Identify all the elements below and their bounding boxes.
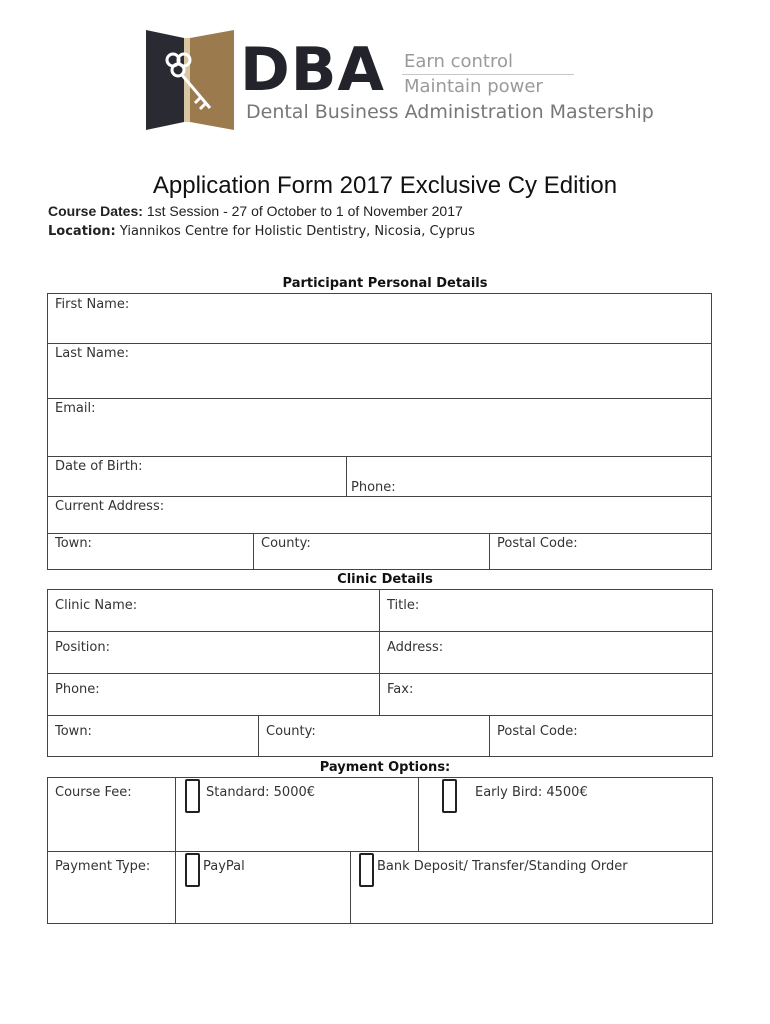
last-name-field[interactable]: Last Name:: [55, 346, 129, 361]
email-field[interactable]: Email:: [55, 401, 96, 416]
clinic-section-heading: Clinic Details: [337, 572, 433, 587]
column-divider: [346, 456, 347, 496]
row-divider: [47, 533, 712, 534]
course-fee-label: Course Fee:: [55, 785, 132, 800]
location-value: Yiannikos Centre for Holistic Dentistry, Nicosia, Cyprus: [119, 224, 475, 239]
row-divider: [47, 398, 712, 399]
town-field[interactable]: Town:: [55, 536, 92, 551]
column-divider: [258, 715, 259, 757]
personal-details-box: [47, 293, 712, 570]
logo-tagline-2: Maintain power: [404, 76, 543, 97]
bank-deposit-label: Bank Deposit/ Transfer/Standing Order: [377, 859, 628, 874]
page-title: Application Form 2017 Exclusive Cy Edition: [152, 172, 618, 199]
clinic-fax-field[interactable]: Fax:: [387, 682, 414, 697]
personal-section-heading: Participant Personal Details: [282, 276, 488, 291]
clinic-town-field[interactable]: Town:: [55, 724, 92, 739]
paypal-checkbox[interactable]: [185, 853, 200, 887]
row-divider: [47, 631, 713, 632]
logo-icon: [146, 30, 234, 130]
column-divider: [350, 851, 351, 924]
column-divider: [253, 533, 254, 570]
logo-tagline-1: Earn control: [404, 51, 514, 72]
current-address-field[interactable]: Current Address:: [55, 499, 165, 514]
row-divider: [47, 496, 712, 497]
clinic-position-field[interactable]: Position:: [55, 640, 110, 655]
location-label: Location:: [48, 224, 116, 239]
row-divider: [47, 673, 713, 674]
payment-section-heading: Payment Options:: [319, 760, 451, 775]
county-field[interactable]: County:: [261, 536, 311, 551]
row-divider: [47, 851, 713, 852]
clinic-title-field[interactable]: Title:: [387, 598, 420, 613]
clinic-address-field[interactable]: Address:: [387, 640, 444, 655]
course-dates: [48, 202, 463, 220]
bank-deposit-checkbox[interactable]: [359, 853, 374, 887]
paypal-label: PayPal: [203, 859, 245, 874]
standard-fee-label: Standard: 5000€: [206, 785, 316, 800]
date-of-birth-field[interactable]: Date of Birth:: [55, 459, 143, 474]
clinic-phone-field[interactable]: Phone:: [55, 682, 100, 697]
early-bird-checkbox[interactable]: [442, 779, 457, 813]
early-bird-label: Early Bird: 4500€: [475, 785, 588, 800]
column-divider: [418, 777, 419, 851]
first-name-field[interactable]: First Name:: [55, 297, 130, 312]
logo-subtitle: Dental Business Administration Mastership: [246, 101, 654, 123]
location: [48, 223, 475, 241]
column-divider: [489, 715, 490, 757]
logo-wordmark: DBA: [240, 35, 385, 105]
column-divider: [379, 589, 380, 715]
column-divider: [175, 777, 176, 924]
standard-fee-checkbox[interactable]: [185, 779, 200, 813]
course-dates-label: Course Dates:: [48, 203, 143, 219]
phone-field[interactable]: Phone:: [351, 480, 396, 495]
clinic-county-field[interactable]: County:: [266, 724, 316, 739]
column-divider: [489, 533, 490, 570]
row-divider: [47, 456, 712, 457]
row-divider: [47, 715, 713, 716]
postal-code-field[interactable]: Postal Code:: [497, 536, 578, 551]
logo-tagline-divider: [402, 74, 574, 75]
row-divider: [47, 343, 712, 344]
clinic-postal-code-field[interactable]: Postal Code:: [497, 724, 578, 739]
clinic-name-field[interactable]: Clinic Name:: [55, 598, 138, 613]
course-dates-value: 1st Session - 27 of October to 1 of November 2017: [146, 203, 463, 219]
payment-type-label: Payment Type:: [55, 859, 151, 874]
